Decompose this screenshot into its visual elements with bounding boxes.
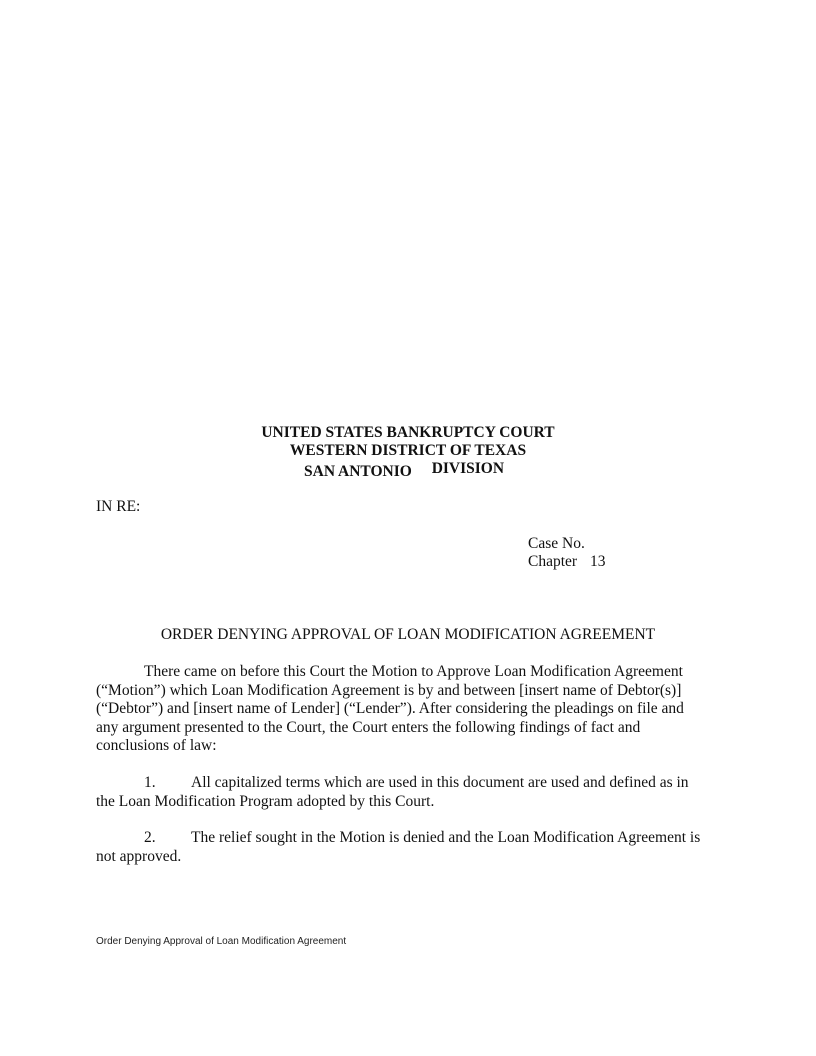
chapter-label: Chapter	[528, 553, 578, 570]
order-title: ORDER DENYING APPROVAL OF LOAN MODIFICATION AGREEMENT	[160, 626, 656, 643]
chapter-number: 13	[589, 553, 606, 570]
intro-line: (“Motion”) which Loan Modification Agreement is by and between [insert name of Debtor(s)]	[96, 681, 682, 699]
page-footer: Order Denying Approval of Loan Modification Agreement	[96, 936, 347, 947]
finding-line: the Loan Modification Program adopted by this Court.	[96, 792, 435, 810]
division-label: DIVISION	[431, 460, 505, 477]
finding-item-1	[96, 774, 722, 811]
intro-line: There came on before this Court the Motion to Approve Loan Modification Agreement	[144, 663, 683, 680]
court-division-line	[304, 460, 505, 481]
in-re-label: IN RE:	[96, 498, 141, 515]
finding-number: 1.	[144, 774, 156, 791]
case-number-label: Case No.	[528, 535, 585, 552]
finding-line: 2. The relief sought in the Motion is denied and the Loan Modification Agreement is	[144, 829, 701, 846]
division-city: SAN ANTONIO	[304, 463, 412, 480]
intro-paragraph	[96, 663, 722, 756]
intro-line: any argument presented to the Court, the Court enters the following findings of fact and	[96, 718, 641, 736]
court-district: WESTERN DISTRICT OF TEXAS	[289, 442, 527, 459]
chapter-line	[528, 553, 605, 572]
intro-line: (“Debtor”) and [insert name of Lender] (“Lender”). After considering the pleadings on file and	[96, 700, 684, 717]
intro-line: conclusions of law:	[96, 737, 217, 754]
finding-item-2	[96, 829, 722, 866]
court-name: UNITED STATES BANKRUPTCY COURT	[261, 424, 555, 441]
finding-line: not approved.	[96, 847, 182, 865]
finding-line: 1. All capitalized terms which are used in this document are used and defined as in	[144, 774, 689, 791]
finding-number: 2.	[144, 829, 156, 846]
